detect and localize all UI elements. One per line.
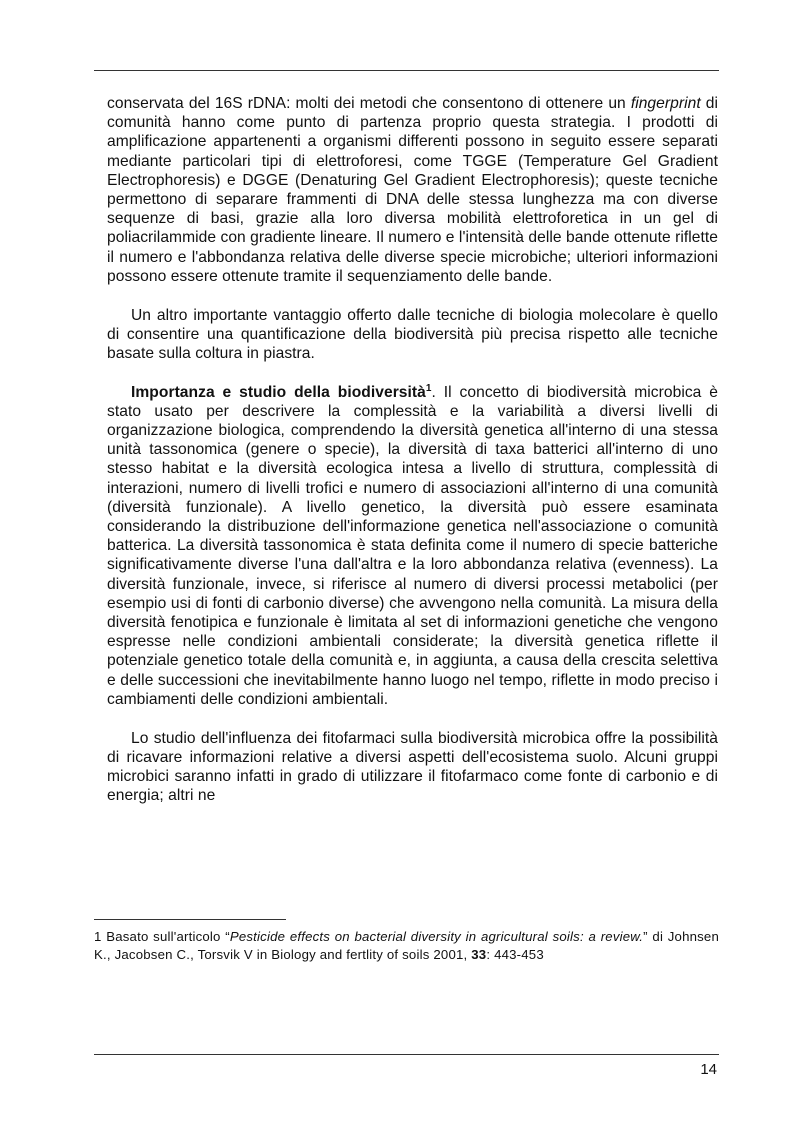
- paragraph-4: Lo studio dell'influenza dei fitofarmaci sulla biodiversità microbica offre la possibilità di ricavare informazioni relative a diversi aspetti dell'ecosistema suolo. Alcuni gruppi microbici saranno infatti in grado di utilizzare il fitofarmaco come fonte di carbonio e di energia; altri ne: [107, 729, 718, 805]
- footnote-reference: 1: [425, 382, 432, 394]
- page-number: 14: [700, 1061, 717, 1078]
- footnote-rule: [94, 919, 286, 920]
- section-heading: Importanza e studio della biodiversità: [131, 383, 426, 401]
- fingerprint-term: fingerprint: [630, 95, 701, 112]
- article-title: Pesticide effects on bacterial diversity in agricultural soils: a review.: [229, 929, 644, 944]
- paragraph-3: Importanza e studio della biodiversità$^1$. Il concetto di biodiversità microbica è stato usato per descrivere la complessità e la variabilità a diversi livelli di organizzazione biologica, comprendendo la diversità genetica all'interno di una stessa unità tassonomica (genere o specie), la diversità di taxa batterici all'interno di uno stesso habitat e la diversità ecologica intesa a livello di struttura, complessità di interazioni, numero di livelli trofici e numero di associazioni all'interno di una comunità (diversità funzionale). A livello genetico, la diversità può essere esaminata considerando la distribuzione dell'informazione genetica nell'associazione o comunità batterica. La diversità tassonomica è stata definita come il numero di specie batteriche significativamente diverse l'una dall'altra e la loro abbondanza relativa (evenness). La diversità funzionale, invece, si riferisce al numero di diversi processi metabolici (per esempio usi di fonti di carbonio diverse) che avvengono nella comunità. La misura della diversità fenotipica e funzionale è limitata al set di informazioni genetiche che vengono espresse nelle condizioni ambientali considerate; la diversità genetica riflette il potenziale genetico totale della comunità e, in aggiunta, a causa della crescita selettiva e delle successioni che inevitabilmente hanno luogo nel tempo, riflette in modo preciso i cambiamenti delle condizioni ambientali.: [107, 382, 718, 708]
- volume-number: 33: [471, 946, 487, 962]
- header-rule: [94, 70, 719, 71]
- paragraph-1: conservata del 16S rDNA: molti dei metodi che consentono di ottenere un fingerprint di comunità hanno come punto di partenza proprio questa strategia. I prodotti di amplificazione appartenenti a organismi differenti possono in seguito essere separati mediante particolari tipi di elettroforesi, come TGGE (Temperature Gel Gradient Electrophoresis) e DGGE (Denaturing Gel Gradient Electrophoresis); queste tecniche permettono di separare frammenti di DNA delle stessa lunghezza ma con diverse sequenze di basi, grazie alla loro diversa mobilità elettroforetica in un gel di poliacrilammide con gradiente lineare. Il numero e l'intensità delle bande ottenute riflette il numero e l'abbondanza relativa delle diverse specie microbiche; ulteriori informazioni possono essere ottenute tramite il sequenziamento delle bande.: [107, 95, 718, 285]
- footer-rule: [94, 1054, 719, 1055]
- body-text: [107, 94, 718, 805]
- footnote-number: 1: [94, 929, 102, 944]
- paragraph-2: Un altro importante vantaggio offerto dalle tecniche di biologia molecolare è quello di consentire una quantificazione della biodiversità più precisa rispetto alle tecniche basate sulla coltura in piastra.: [107, 306, 718, 362]
- footnote: 1 Basato sull'articolo “Pesticide effects on bacterial diversity in agricultural soils: a review.” di Johnsen K., Jacobsen C., Torsvik V in Biology and fertlity of soils 2001, 33: 443-453: [94, 929, 720, 962]
